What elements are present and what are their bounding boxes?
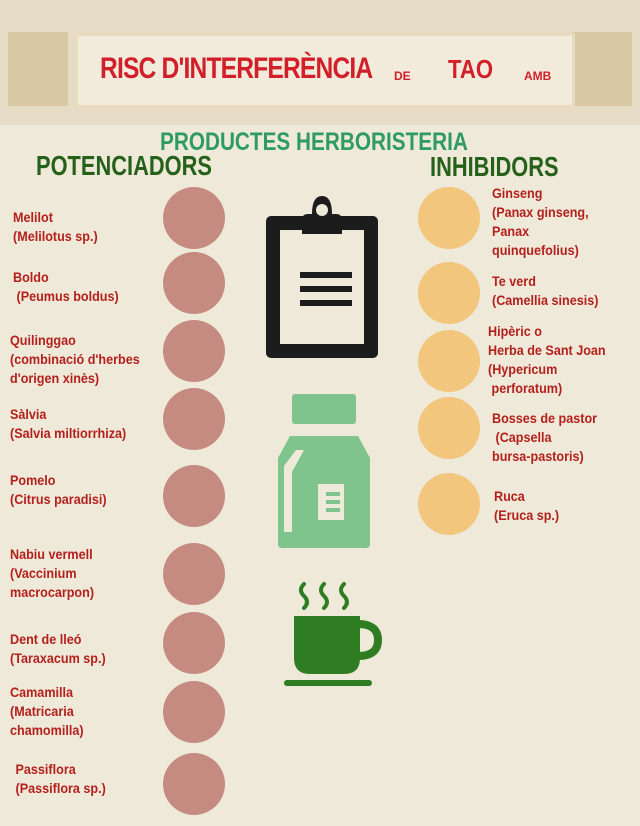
potenciador-label: Passiflora (Passiflora sp.)	[15, 761, 106, 796]
title-tao: TAO	[448, 54, 494, 84]
potenciador-marker	[163, 543, 225, 605]
potenciador-marker	[163, 187, 225, 249]
inhibidor-label: Hipèric o Herba de Sant Joan (Hypericum perforatum)	[488, 323, 606, 396]
potenciador-label: Melilot (Melilotus sp.)	[13, 209, 98, 244]
coffee-cup-icon	[282, 578, 382, 690]
potenciador-label: Boldo (Peumus boldus)	[13, 269, 119, 304]
potenciador-label: Camamilla (Matricaria chamomilla)	[10, 684, 84, 738]
page-title: RISC D'INTERFERÈNCIA	[100, 52, 373, 85]
potenciador-label: Nabiu vermell (Vaccinium macrocarpon)	[10, 546, 95, 600]
inhibidor-label: Ginseng (Panax ginseng, Panax quinquefolius)	[492, 185, 589, 258]
inhibidor-marker	[418, 262, 480, 324]
title-banner	[75, 33, 575, 108]
potenciador-marker	[163, 753, 225, 815]
potenciador-marker	[163, 681, 225, 743]
title-de: DE	[394, 69, 411, 83]
inhibidor-marker	[418, 473, 480, 535]
potenciador-label: Dent de lleó (Taraxacum sp.)	[10, 631, 106, 666]
potenciador-marker	[163, 612, 225, 674]
inhibidor-label: Bosses de pastor (Capsella bursa-pastoris)	[492, 410, 598, 464]
subtitle: PRODUCTES HERBORISTERIA	[160, 128, 468, 156]
potenciadors-heading: POTENCIADORS	[36, 150, 212, 181]
potenciador-label: Sàlvia (Salvia miltiorrhiza)	[10, 406, 127, 441]
inhibidor-label: Ruca (Eruca sp.)	[494, 488, 560, 523]
inhibidor-marker	[418, 187, 480, 249]
medicine-bottle-icon	[274, 392, 374, 550]
potenciador-label: Pomelo (Citrus paradisi)	[10, 472, 107, 507]
inhibidors-heading: INHIBIDORS	[430, 151, 559, 182]
clipboard-icon	[262, 190, 382, 362]
inhibidor-label: Te verd (Camellia sinesis)	[492, 273, 599, 308]
potenciador-marker	[163, 465, 225, 527]
potenciador-marker	[163, 320, 225, 382]
potenciador-label: Quilinggao (combinació d'herbes d'origen xinès)	[10, 332, 140, 386]
potenciador-marker	[163, 252, 225, 314]
inhibidor-marker	[418, 397, 480, 459]
inhibidor-marker	[418, 330, 480, 392]
title-amb: AMB	[524, 69, 552, 83]
potenciador-marker	[163, 388, 225, 450]
